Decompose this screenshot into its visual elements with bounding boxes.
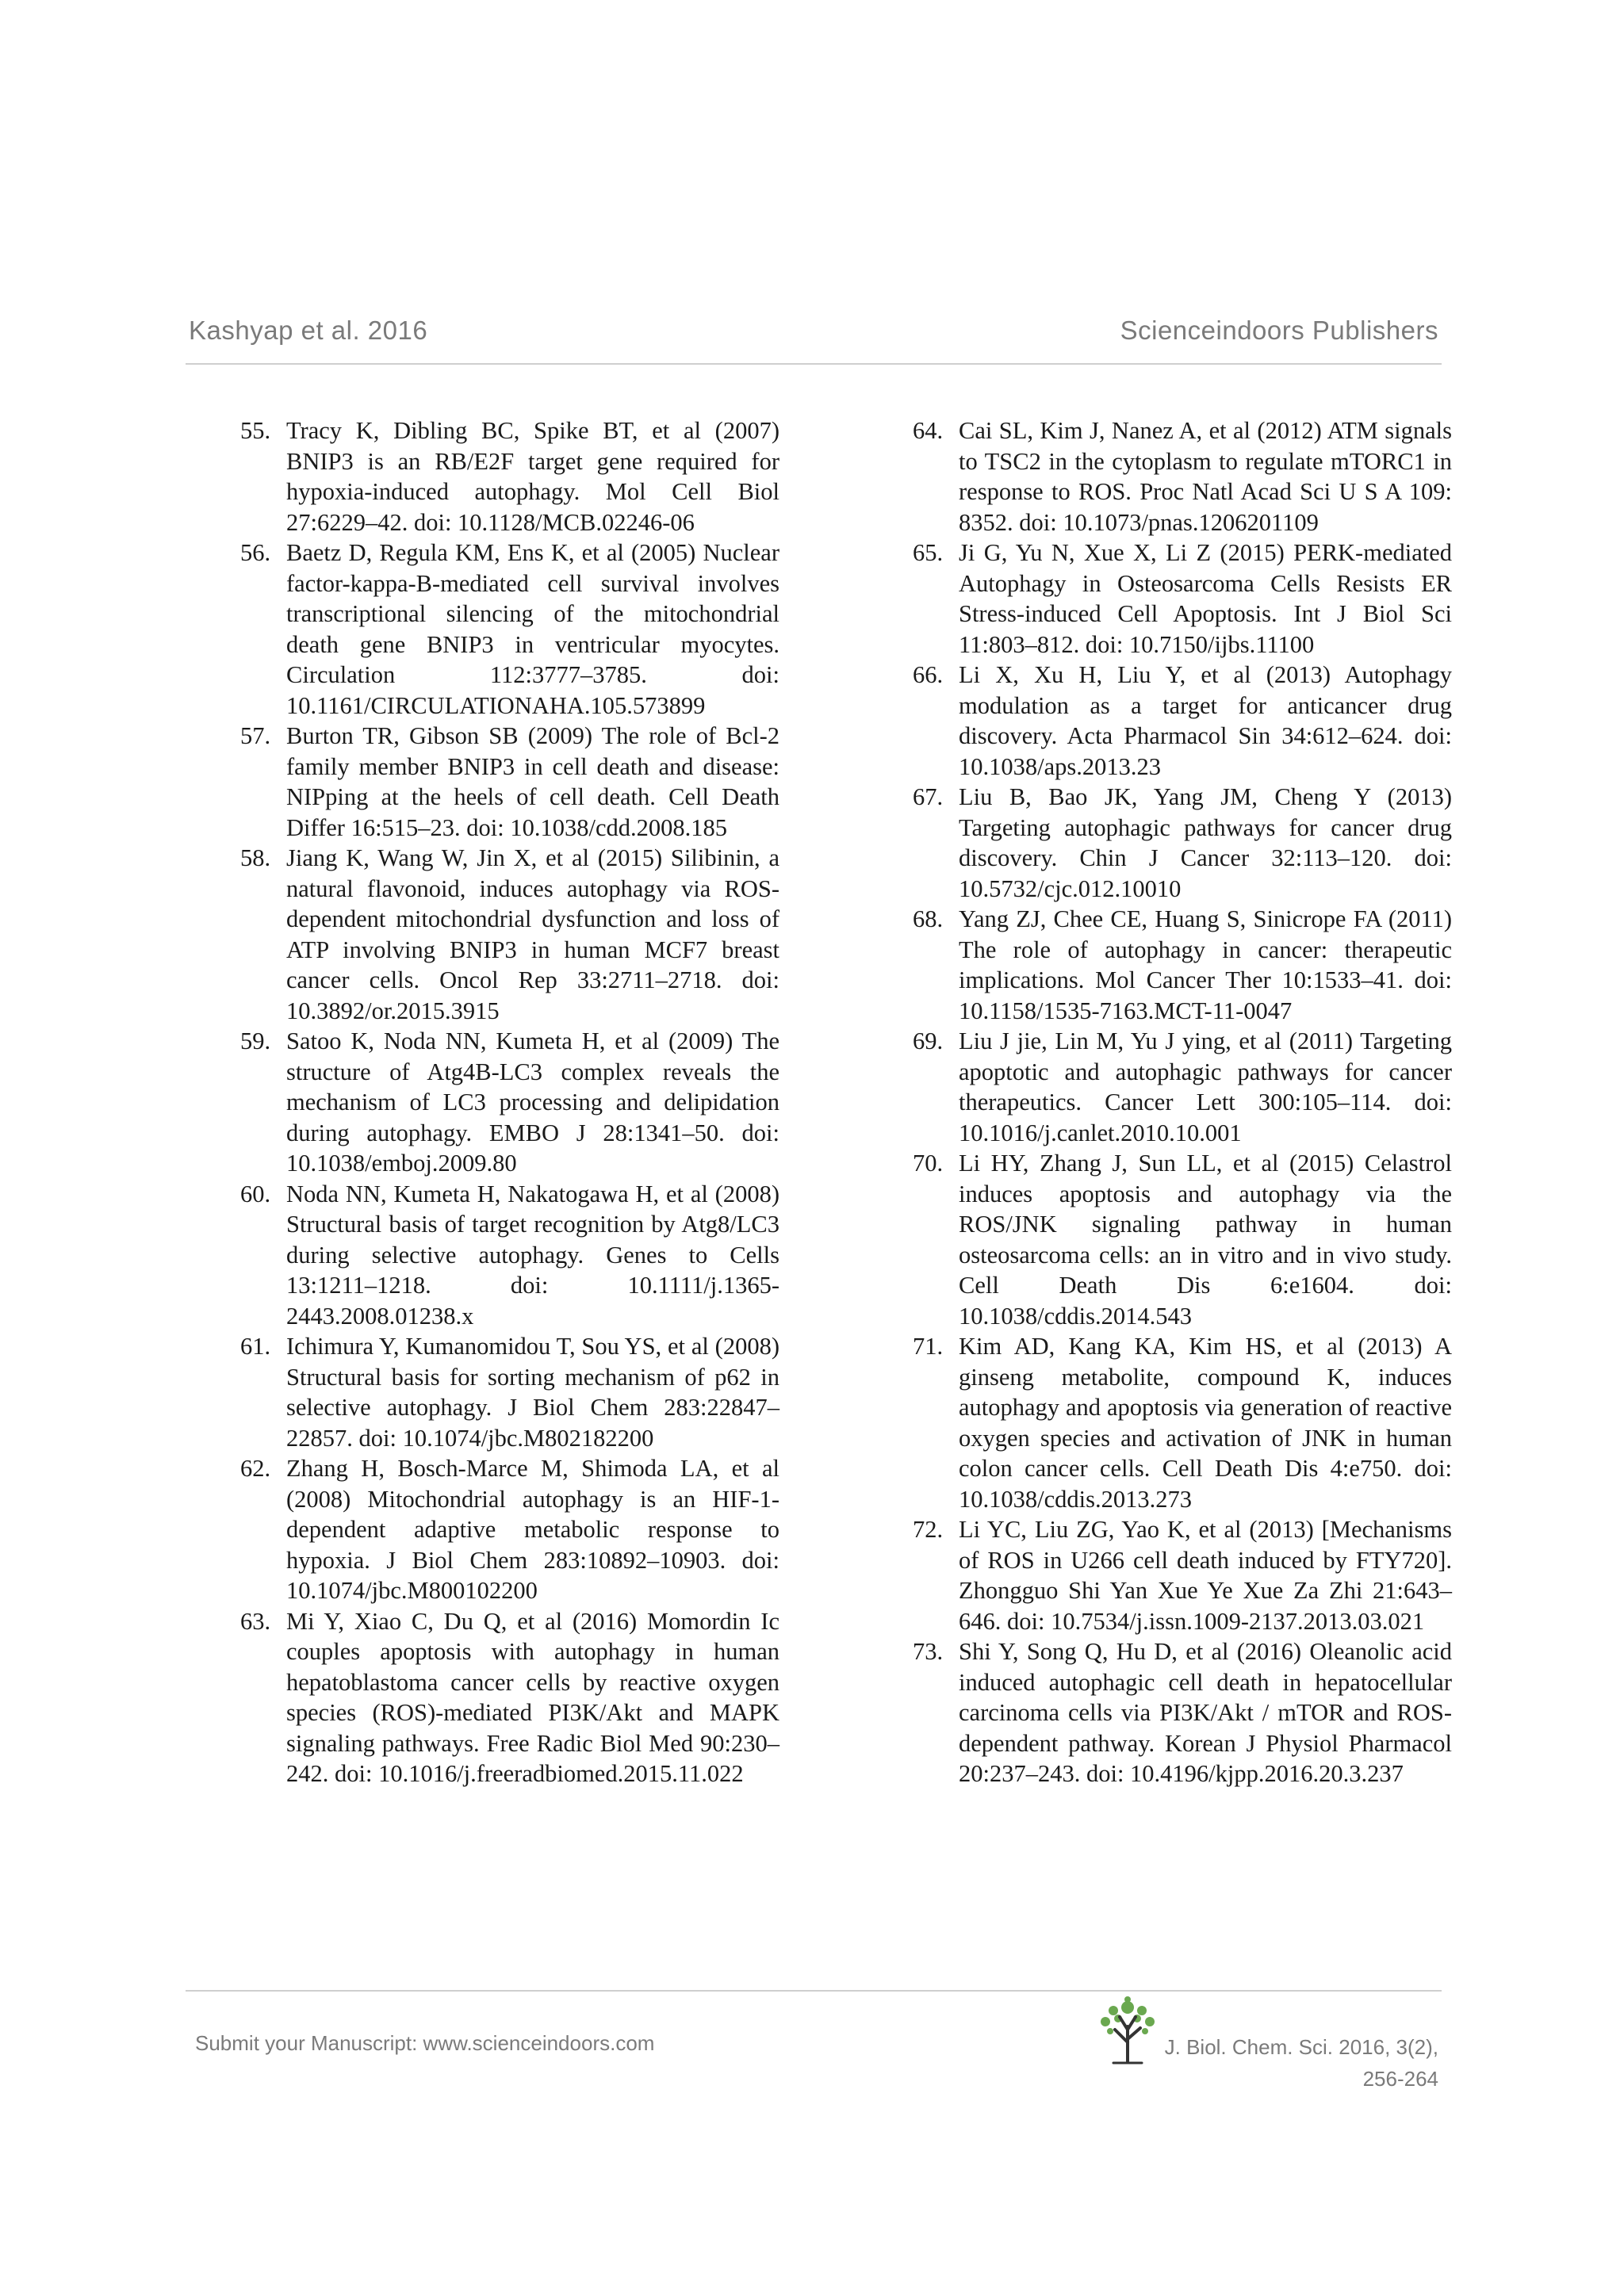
reference-number: 56.	[240, 539, 271, 566]
reference-text: Shi Y, Song Q, Hu D, et al (2016) Oleanolic acid induced autophagic cell death in hepatocellular carcinoma cells via PI3K/Akt / mTOR and ROS-dependent pathway. Korean J Physiol Pharmacol 20:237–243. doi: 10.4196/kjpp.2016.20.3.237	[959, 1638, 1452, 1787]
reference-number: 67.	[913, 783, 944, 810]
reference-item	[913, 1636, 1452, 1789]
reference-text: Liu J jie, Lin M, Yu J ying, et al (2011) Targeting apoptotic and autophagic pathways for cancer therapeutics. Cancer Lett 300:105–114. doi: 10.1016/j.canlet.2010.10.001	[959, 1027, 1452, 1146]
header-divider	[186, 363, 1442, 365]
reference-item	[240, 721, 779, 843]
reference-text: Burton TR, Gibson SB (2009) The role of Bcl-2 family member BNIP3 in cell death and disease: NIPping at the heels of cell death. Cell Death Differ 16:515–23. doi: 10.1038/cdd.2008.185	[286, 722, 779, 841]
reference-number: 57.	[240, 722, 271, 749]
reference-text: Zhang H, Bosch-Marce M, Shimoda LA, et al (2008) Mitochondrial autophagy is an HIF-1-dependent adaptive metabolic response to hypoxia. J Biol Chem 283:10892–10903. doi: 10.1074/jbc.M800102200	[286, 1455, 779, 1604]
reference-item	[240, 538, 779, 721]
reference-text: Ji G, Yu N, Xue X, Li Z (2015) PERK-mediated Autophagy in Osteosarcoma Cells Resists ER Stress-induced Cell Apoptosis. Int J Biol Sci 11:803–812. doi: 10.7150/ijbs.11100	[959, 539, 1452, 658]
reference-number: 71.	[913, 1333, 944, 1360]
reference-item	[913, 538, 1452, 660]
reference-item	[240, 1606, 779, 1789]
reference-number: 61.	[240, 1333, 271, 1360]
reference-list-left-column	[240, 415, 779, 1789]
reference-text: Kim AD, Kang KA, Kim HS, et al (2013) A ginseng metabolite, compound K, induces autophagy and apoptosis via generation of reactive oxygen species and activation of JNK in human colon cancer cells. Cell Death Dis 4:e750. doi: 10.1038/cddis.2013.273	[959, 1333, 1452, 1513]
reference-item	[913, 1026, 1452, 1148]
reference-text: Liu B, Bao JK, Yang JM, Cheng Y (2013) Targeting autophagic pathways for cancer drug discovery. Chin J Cancer 32:113–120. doi: 10.5732/cjc.012.10010	[959, 783, 1452, 902]
footer-journal-line2: 256-264	[1362, 2067, 1438, 2091]
reference-number: 70.	[913, 1150, 944, 1177]
reference-number: 73.	[913, 1638, 944, 1665]
footer-journal-citation	[1137, 2031, 1438, 2095]
reference-text: Noda NN, Kumeta H, Nakatogawa H, et al (2008) Structural basis of target recognition by Atg8/LC3 during selective autophagy. Genes to Cells 13:1211–1218. doi: 10.1111/j.1365-2443.2008.01238.x	[286, 1180, 779, 1330]
reference-item	[240, 1331, 779, 1453]
reference-item	[913, 1148, 1452, 1331]
reference-item	[913, 660, 1452, 782]
reference-item	[913, 904, 1452, 1026]
reference-text: Jiang K, Wang W, Jin X, et al (2015) Silibinin, a natural flavonoid, induces autophagy via ROS-dependent mitochondrial dysfunction and loss of ATP involving BNIP3 in human MCF7 breast cancer cells. Oncol Rep 33:2711–2718. doi: 10.3892/or.2015.3915	[286, 844, 779, 1024]
footer-divider	[186, 1990, 1442, 1992]
reference-number: 68.	[913, 905, 944, 932]
running-header-publisher: Scienceindoors Publishers	[1120, 316, 1438, 345]
reference-item	[240, 1453, 779, 1606]
reference-number: 65.	[913, 539, 944, 566]
reference-item	[913, 1331, 1452, 1514]
footer-journal-line1: J. Biol. Chem. Sci. 2016, 3(2),	[1164, 2035, 1438, 2059]
reference-item	[913, 1514, 1452, 1636]
reference-text: Satoo K, Noda NN, Kumeta H, et al (2009) The structure of Atg4B-LC3 complex reveals the mechanism of LC3 processing and delipidation during autophagy. EMBO J 28:1341–50. doi: 10.1038/emboj.2009.80	[286, 1027, 779, 1177]
reference-text: Ichimura Y, Kumanomidou T, Sou YS, et al (2008) Structural basis for sorting mechanism of p62 in selective autophagy. J Biol Chem 283:22847–22857. doi: 10.1074/jbc.M802182200	[286, 1333, 779, 1452]
reference-number: 60.	[240, 1180, 271, 1207]
reference-item	[913, 782, 1452, 904]
reference-text: Baetz D, Regula KM, Ens K, et al (2005) Nuclear factor-kappa-B-mediated cell survival involves transcriptional silencing of the mitochondrial death gene BNIP3 in ventricular myocytes. Circulation 112:3777–3785. doi: 10.1161/CIRCULATIONAHA.105.573899	[286, 539, 779, 719]
reference-number: 59.	[240, 1027, 271, 1054]
reference-number: 69.	[913, 1027, 944, 1054]
reference-number: 63.	[240, 1607, 271, 1635]
reference-number: 64.	[913, 417, 944, 444]
reference-item	[913, 415, 1452, 538]
reference-text: Li YC, Liu ZG, Yao K, et al (2013) [Mechanisms of ROS in U266 cell death induced by FTY720]. Zhongguo Shi Yan Xue Ye Xue Za Zhi 21:643–646. doi: 10.7534/j.issn.1009-2137.2013.03.021	[959, 1516, 1452, 1635]
reference-text: Cai SL, Kim J, Nanez A, et al (2012) ATM signals to TSC2 in the cytoplasm to regulate mTORC1 in response to ROS. Proc Natl Acad Sci U S A 109: 8352. doi: 10.1073/pnas.1206201109	[959, 417, 1452, 536]
running-header-author: Kashyap et al. 2016	[189, 316, 428, 345]
reference-item	[240, 843, 779, 1026]
reference-text: Li HY, Zhang J, Sun LL, et al (2015) Celastrol induces apoptosis and autophagy via the ROS/JNK signaling pathway in human osteosarcoma cells: an in vitro and in vivo study. Cell Death Dis 6:e1604. doi: 10.1038/cddis.2014.543	[959, 1150, 1452, 1330]
reference-item	[240, 415, 779, 538]
reference-item	[240, 1179, 779, 1332]
reference-text: Mi Y, Xiao C, Du Q, et al (2016) Momordin Ic couples apoptosis with autophagy in human hepatoblastoma cancer cells by reactive oxygen species (ROS)-mediated PI3K/Akt and MAPK signaling pathways. Free Radic Biol Med 90:230–242. doi: 10.1016/j.freeradbiomed.2015.11.022	[286, 1607, 779, 1787]
reference-list-right-column	[913, 415, 1452, 1789]
footer-submit-manuscript: Submit your Manuscript: www.scienceindoors.com	[195, 2031, 655, 2055]
reference-number: 72.	[913, 1516, 944, 1543]
reference-text: Yang ZJ, Chee CE, Huang S, Sinicrope FA (2011) The role of autophagy in cancer: therapeutic implications. Mol Cancer Ther 10:1533–41. doi: 10.1158/1535-7163.MCT-11-0047	[959, 905, 1452, 1024]
reference-text: Tracy K, Dibling BC, Spike BT, et al (2007) BNIP3 is an RB/E2F target gene required for hypoxia-induced autophagy. Mol Cell Biol 27:6229–42. doi: 10.1128/MCB.02246-06	[286, 417, 779, 536]
reference-number: 62.	[240, 1455, 271, 1482]
reference-text: Li X, Xu H, Liu Y, et al (2013) Autophagy modulation as a target for anticancer drug discovery. Acta Pharmacol Sin 34:612–624. doi: 10.1038/aps.2013.23	[959, 661, 1452, 780]
reference-item	[240, 1026, 779, 1179]
reference-number: 55.	[240, 417, 271, 444]
reference-number: 58.	[240, 844, 271, 871]
reference-number: 66.	[913, 661, 944, 688]
